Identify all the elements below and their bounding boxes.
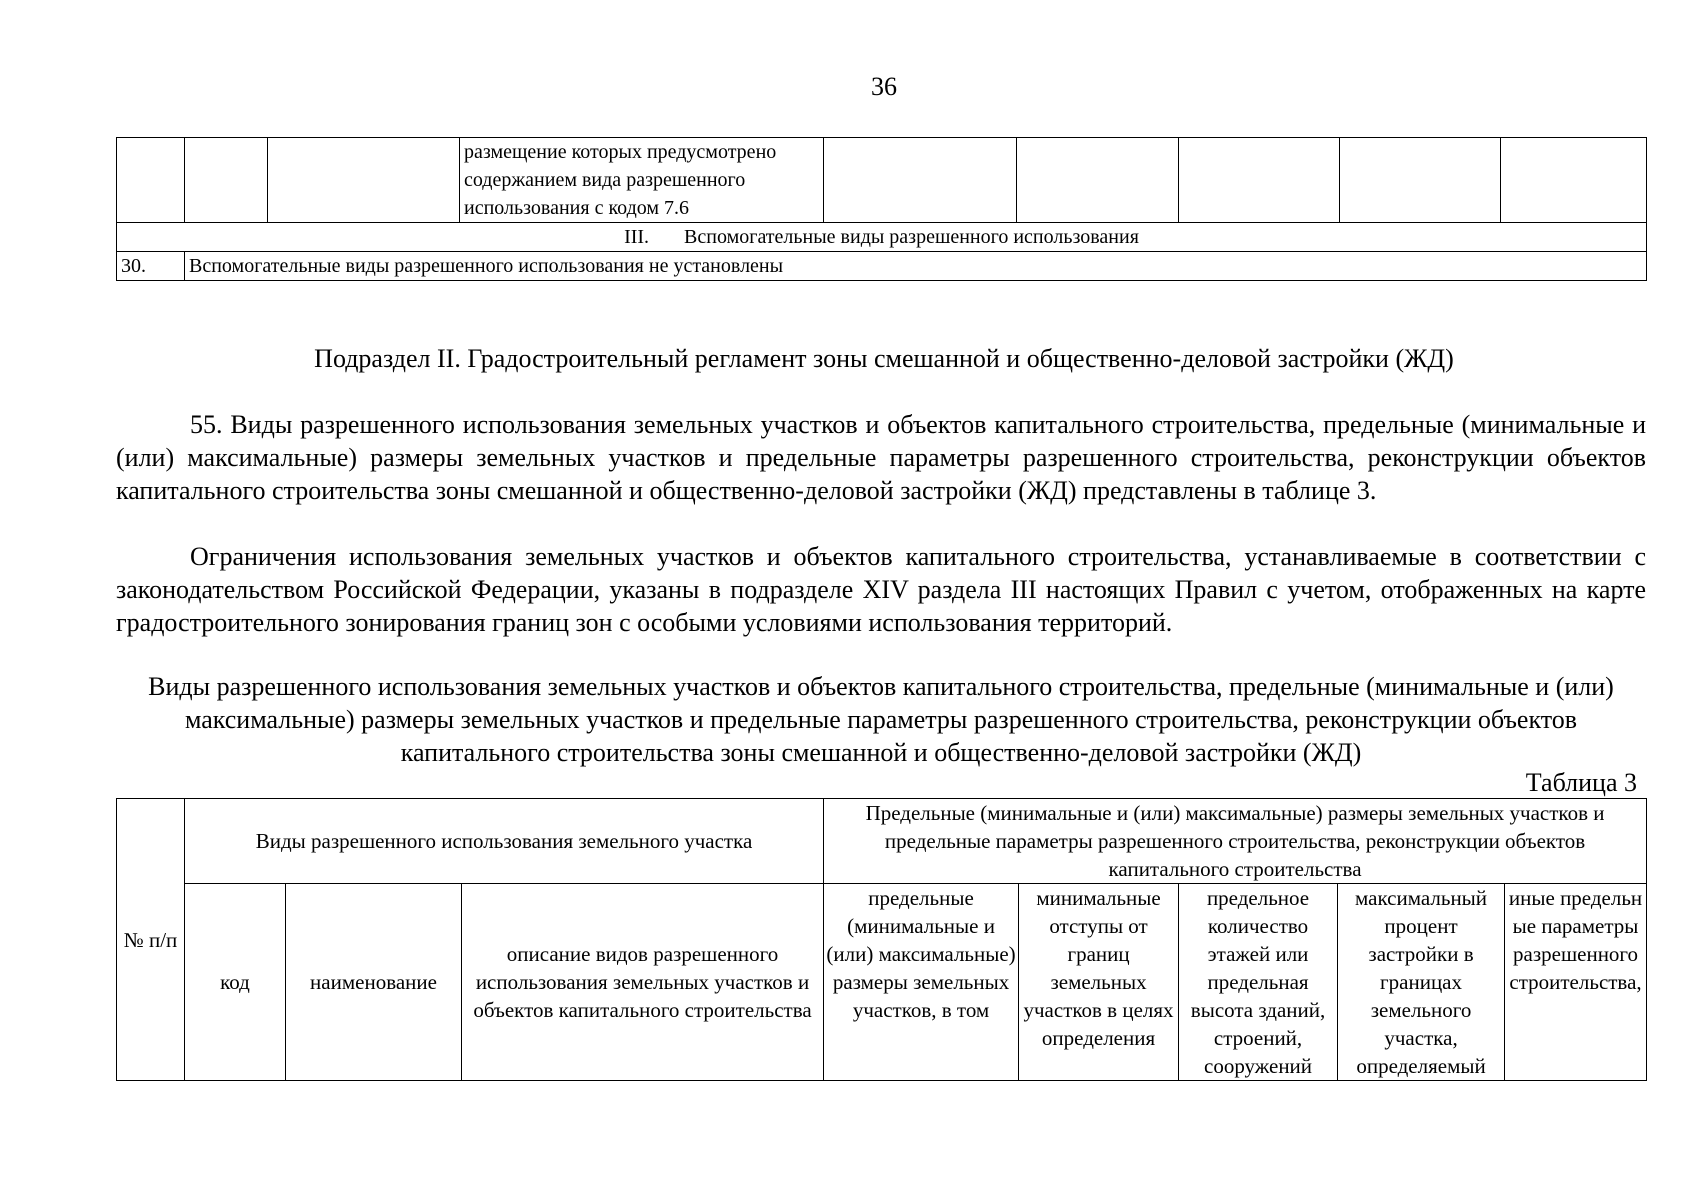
table-cell xyxy=(1017,138,1179,223)
cell-box: код xyxy=(220,970,250,994)
col-floors-header xyxy=(1179,884,1338,1081)
section-header xyxy=(117,223,1647,252)
table-cell xyxy=(1501,138,1647,223)
table-caption: Виды разрешенного использования земельных участков и объектов капитального строительства, предельные (минимальные и (или) максимальные) размеры земельных участков и предельные параметры разрешенного строительства, реконструкции объектов капитального строительства зоны смешанной и общественно-деловой застройки (ЖД) xyxy=(148,672,1614,767)
col-code-header xyxy=(185,884,286,1081)
cell-box: максимальный процент застройки в границах земельного участка, определяемый xyxy=(1355,886,1488,1078)
table-cell xyxy=(1179,138,1340,223)
col-coverage-header xyxy=(1338,884,1505,1081)
continuation-table xyxy=(116,137,1647,281)
table-cell xyxy=(117,138,185,223)
table-row xyxy=(117,138,1647,223)
cell-box: минимальные отступы от границ земельных участков в целях определения xyxy=(1023,886,1174,1050)
section-header-row xyxy=(117,223,1647,252)
subsection-title: Подраздел II. Градостроительный регламент зоны смешанной и общественно-деловой застройки (ЖД) xyxy=(314,344,1454,373)
row-text: Вспомогательные виды разрешенного использования не установлены xyxy=(185,252,1647,281)
col-number-header: № п/п xyxy=(117,799,185,1081)
table-row xyxy=(117,252,1647,281)
paragraph-55: 55. Виды разрешенного использования земельных участков и объектов капитального строительства, предельные (минимальные и (или) максимальные) размеры земельных участков и предельные параметры разрешенного строительства, реконструкции объектов капитального строительства зоны смешанной и общественно-деловой застройки (ЖД) представлены в таблице 3. xyxy=(116,410,1646,505)
table-cell xyxy=(268,138,460,223)
table-label: Таблица 3 xyxy=(1525,768,1637,797)
table-cell xyxy=(1340,138,1501,223)
group-header-limits: Предельные (минимальные и (или) максимальные) размеры земельных участков и предельные параметры разрешенного строительства, реконструкции объектов капитального строительства xyxy=(824,799,1647,884)
col-other-header xyxy=(1505,884,1647,1081)
col-setbacks-header xyxy=(1019,884,1179,1081)
cell-box: предельное количество этажей или предельная высота зданий, строений, сооружений xyxy=(1190,886,1326,1078)
group-header-uses: Виды разрешенного использования земельного участка xyxy=(185,799,824,884)
col-sizes-header xyxy=(824,884,1019,1081)
continuation-description: размещение которых предусмотрено содержанием вида разрешенного использования с кодом 7.6 xyxy=(460,138,824,223)
table-header-row xyxy=(117,799,1647,884)
table-header-row xyxy=(117,884,1647,1081)
table-cell xyxy=(824,138,1017,223)
cell-box: описание видов разрешенного использования земельных участков и объектов капитального строительства xyxy=(473,942,812,1022)
section-title: Вспомогательные виды разрешенного использования xyxy=(684,226,1139,248)
table-3 xyxy=(116,798,1647,1081)
col-name-header xyxy=(286,884,462,1081)
cell-box: иные предельные параметры разрешенного строительства, xyxy=(1508,886,1643,994)
cell-box: предельные (минимальные и (или) максимальные) размеры земельных участков, в том xyxy=(826,886,1016,1022)
cell-box: наименование xyxy=(310,970,437,994)
section-roman: III. xyxy=(624,226,650,248)
paragraph-restrictions: Ограничения использования земельных участков и объектов капитального строительства, устанавливаемые в соответствии с законодательством Российской Федерации, указаны в подразделе XIV раздела III настоящих Правил с учетом, отображенных на карте градостроительного зонирования границ зон с особыми условиями использования территорий. xyxy=(116,542,1646,637)
col-description-header xyxy=(462,884,824,1081)
page-number: 36 xyxy=(871,72,897,101)
row-number: 30. xyxy=(117,252,185,281)
table-cell xyxy=(185,138,268,223)
